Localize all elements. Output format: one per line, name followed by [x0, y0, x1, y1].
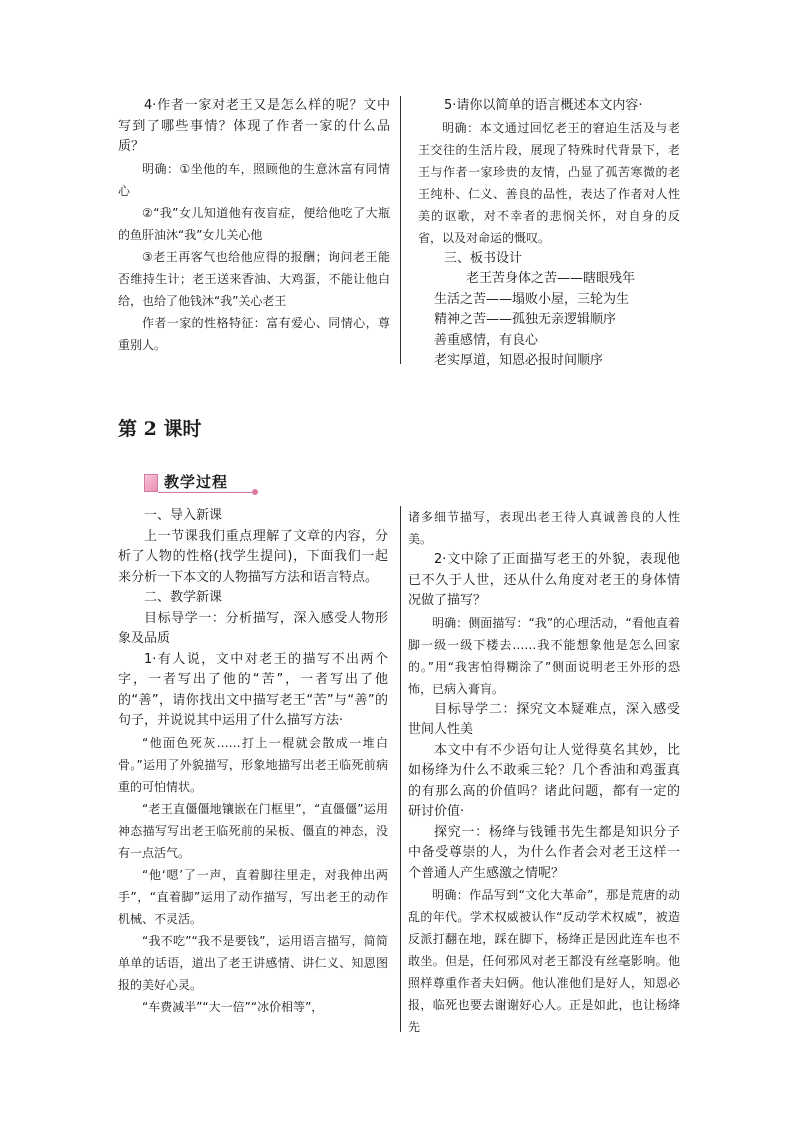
column-divider-top	[400, 96, 401, 364]
paragraph: “他‘嗯’了一声，直着脚往里走，对我伸出两手”，“直着脚”运用了动作描写，写出老王的动作机械、不灵活。	[118, 867, 388, 926]
paragraph: 2·文中除了正面描写老王的外貌，表现他已不久于人世，还从什么角度对老王的身体情况做了描写？	[408, 552, 680, 608]
paragraph: 明确：①坐他的车，照顾他的生意沐富有同情心	[118, 161, 390, 198]
paragraph: “我不吃”“我不是要钱”，运用语言描写，简简单单的话语，道出了老王讲感情、讲仁义、知恩图报的美好心灵。	[118, 933, 388, 992]
paragraph: 作者一家的性格特征：富有爱心、同情心，尊重别人。	[118, 315, 390, 352]
board-design-line: 生活之苦——塌败小屋，三轮为生	[434, 291, 630, 307]
paragraph: 一、导入新课	[144, 508, 223, 523]
paragraph: 目标导学一：分析描写，深入感受人物形象及品质	[118, 610, 388, 646]
paragraph: ②“我”女儿知道他有夜盲症，便给他吃了大瓶的鱼肝油沐“我”女儿关心他	[118, 205, 390, 242]
paragraph: ③老王再客气也给他应得的报酬；询问老王能否维持生计；老王送来香油、大鸡蛋，不能让他白给，也给了他钱沐“我”关心老王	[118, 249, 390, 308]
section-banner	[144, 471, 260, 495]
board-design-line: 老王苦身体之苦——瞎眼残年	[466, 271, 636, 286]
paragraph: 三、板书设计	[444, 250, 523, 266]
banner-underline	[158, 492, 254, 493]
paragraph: 1·有人说，文中对老王的描写不出两个字，一者写出了他的“苦”，一者写出了他的“善”，请你找出文中描写老王“苦”与“善”的句子，并说说其中运用了什么描写方法·	[118, 651, 388, 728]
banner-dot-icon	[252, 489, 258, 495]
bottom-right-column	[408, 506, 680, 1038]
paragraph: “他面色死灰……打上一棍就会散成一堆白骨。”运用了外貌描写，形象地描写出老王临死前病重的可怕情状。	[118, 735, 388, 794]
banner-tab-icon	[144, 474, 158, 492]
paragraph: 二、教学新课	[144, 590, 223, 605]
top-left-column	[118, 96, 390, 356]
paragraph: “老王直僵僵地镶嵌在门框里”，“直僵僵”运用神态描写写出老王临死前的呆板、僵直的神态，没有一点活气。	[118, 801, 388, 860]
section-banner-label: 教学过程	[164, 473, 229, 491]
paragraph: 明确：本文通过回忆老王的窘迫生活及与老王交往的生活片段，展现了特殊时代背景下，老王与作者一家珍贵的友情，凸显了孤苦寒微的老王纯朴、仁义、善良的品性，表达了作者对人性美的讴歌，对不幸者的悲悯关怀，对自身的反省，以及对命运的慨叹。	[418, 120, 680, 245]
paragraph: 上一节课我们重点理解了文章的内容，分析了人物的性格(找学生提问)，下面我们一起来分析一下本文的人物描写方法和语言特点。	[118, 528, 388, 585]
paragraph: 4·作者一家对老王又是怎么样的呢？文中写到了哪些事情？体现了作者一家的什么品质？	[118, 98, 390, 154]
paragraph: 5·请你以简单的语言概述本文内容·	[444, 98, 643, 113]
paragraph: “车费减半”“大一倍”“冰价相等”，	[142, 999, 324, 1014]
paragraph: 明确：作品写到“文化大革命”，那是荒唐的动乱的年代。学术权威被认作“反动学术权威”，被造反派打翻在地，踩在脚下，杨绛正是因此连车也不敢坐。但是，任何邪风对老王都没有丝毫影响。他照样尊重作者夫妇俩。他认准他们是好人，知恩必报，临死也要去谢谢好心人。正是如此，也让杨绛先	[408, 888, 680, 1034]
column-divider-bottom	[400, 506, 401, 1032]
lesson-title: 第 2 课时	[118, 418, 202, 440]
board-design-line: 精神之苦——孤独无亲逻辑顺序	[434, 312, 617, 327]
paragraph: 明确：侧面描写：“我”的心理活动，“看他直着脚一级一级下楼去……我不能想象他是怎么回家的。”用“我害怕得糊涂了”侧面说明老王外形的恐怖，已病入膏肓。	[408, 615, 680, 696]
paragraph: 诸多细节描写，表现出老王待人真诚善良的人性美。	[408, 510, 680, 546]
top-right-column	[418, 96, 680, 372]
paragraph: 本文中有不少语句让人觉得莫名其妙，比如杨绛为什么不敢乘三轮？几个香油和鸡蛋真的有那么高的价值吗？诸此问题，都有一定的研讨价值·	[408, 742, 680, 819]
bottom-left-column	[118, 506, 388, 1018]
paragraph: 探究一：杨绛与钱锺书先生都是知识分子中备受尊崇的人，为什么作者会对老王这样一个普通人产生感激之情呢？	[408, 824, 680, 881]
paragraph: 目标导学二：探究文本疑难点，深入感受世间人性美	[408, 701, 680, 737]
board-design-line: 老实厚道，知恩必报时间顺序	[434, 353, 604, 368]
board-design-line: 善重感情，有良心	[434, 332, 539, 348]
